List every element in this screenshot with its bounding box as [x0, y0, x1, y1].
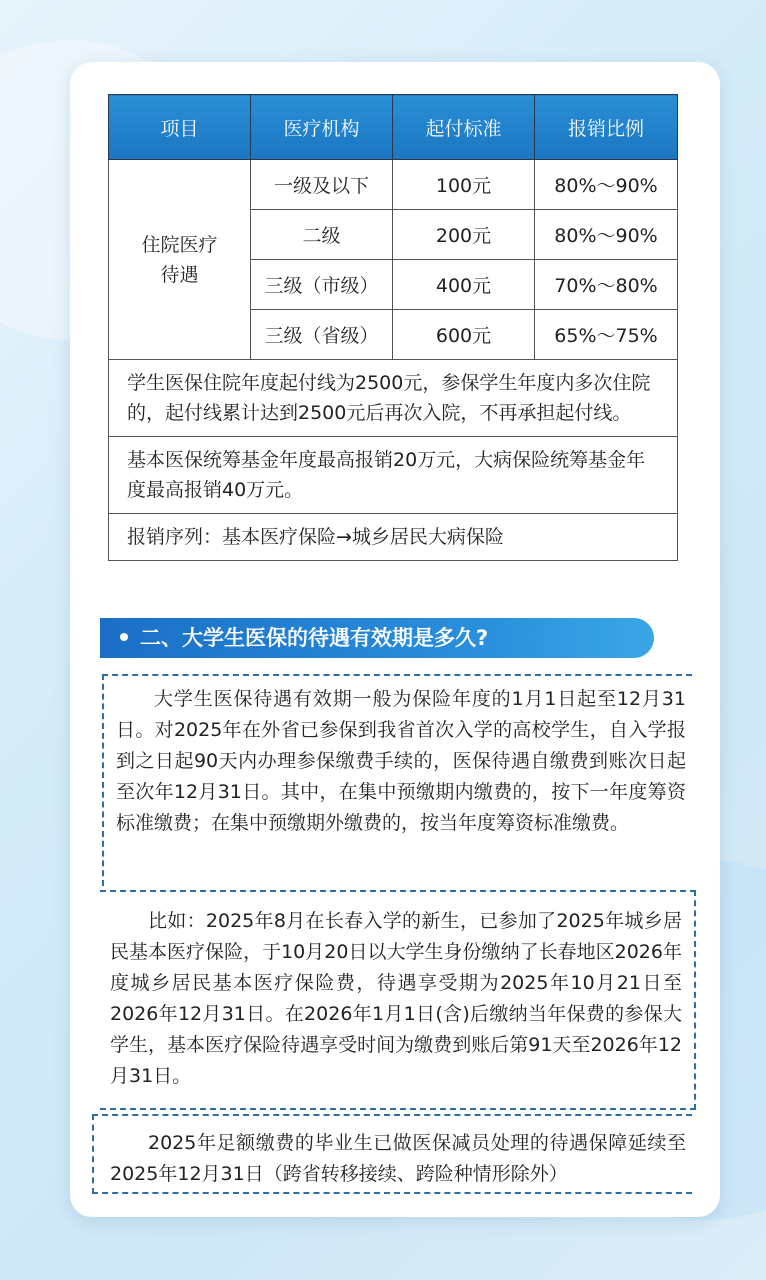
threshold-cell: 400元: [393, 260, 535, 310]
ratio-cell: 70%～80%: [535, 260, 678, 310]
header-item: 项目: [109, 95, 251, 160]
threshold-cell: 200元: [393, 210, 535, 260]
section-title: 二、大学生医保的待遇有效期是多久?: [140, 626, 489, 650]
table-row: [109, 160, 678, 210]
note-reimbursement-order: 报销序列：基本医疗保险→城乡居民大病保险: [109, 514, 678, 561]
dashed-box: [100, 890, 696, 1110]
threshold-cell: 600元: [393, 310, 535, 360]
section-heading: [100, 618, 654, 658]
table-note-row: [109, 360, 678, 437]
item-cell: [109, 160, 251, 360]
dashed-box: [102, 674, 692, 886]
institution-cell: 一级及以下: [251, 160, 393, 210]
bullet-icon: [120, 633, 128, 641]
threshold-cell: 100元: [393, 160, 535, 210]
paragraph-graduates: 2025年足额缴费的毕业生已做医保减员处理的待遇保障延续至2025年12月31日（跨省转移接续、跨险种情形除外）: [110, 1132, 686, 1185]
content-card: [70, 62, 720, 1217]
header-ratio: 报销比例: [535, 95, 678, 160]
header-threshold: 起付标准: [393, 95, 535, 160]
table-note-row: [109, 437, 678, 514]
institution-cell: 二级: [251, 210, 393, 260]
paragraph-example: 比如：2025年8月在长春入学的新生，已参加了2025年城乡居民基本医疗保险，于10月20日以大学生身份缴纳了长春地区2026年度城乡居民基本医疗保险费，待遇享受期为2025年10月21日至2026年12月31日。在2026年1月1日(含)后缴纳当年保费的参保大学生，基本医疗保险待遇享受时间为缴费到账后第91天至2026年12月31日。: [110, 910, 682, 1087]
header-institution: 医疗机构: [251, 95, 393, 160]
dashed-box: [92, 1114, 692, 1194]
item-label: 住院医疗 待遇: [141, 233, 218, 286]
ratio-cell: 65%～75%: [535, 310, 678, 360]
note-threshold: 学生医保住院年度起付线为2500元，参保学生年度内多次住院的，起付线累计达到2500元后再次入院，不再承担起付线。: [109, 360, 678, 437]
paragraph-validity: 大学生医保待遇有效期一般为保险年度的1月1日起至12月31日。对2025年在外省已参保到我省首次入学的高校学生，自入学报到之日起90天内办理参保缴费手续的，医保待遇自缴费到账次日起至次年12月31日。其中，在集中预缴期内缴费的，按下一年度筹资标准缴费；在集中预缴期外缴费的，按当年度筹资标准缴费。: [116, 688, 686, 834]
ratio-cell: 80%～90%: [535, 210, 678, 260]
note-max-reimbursement: 基本医保统筹基金年度最高报销20万元，大病保险统筹基金年度最高报销40万元。: [109, 437, 678, 514]
ratio-cell: 80%～90%: [535, 160, 678, 210]
institution-cell: 三级（市级）: [251, 260, 393, 310]
institution-cell: 三级（省级）: [251, 310, 393, 360]
reimbursement-table: [108, 94, 678, 561]
table-note-row: [109, 514, 678, 561]
table-header-row: [109, 95, 678, 160]
